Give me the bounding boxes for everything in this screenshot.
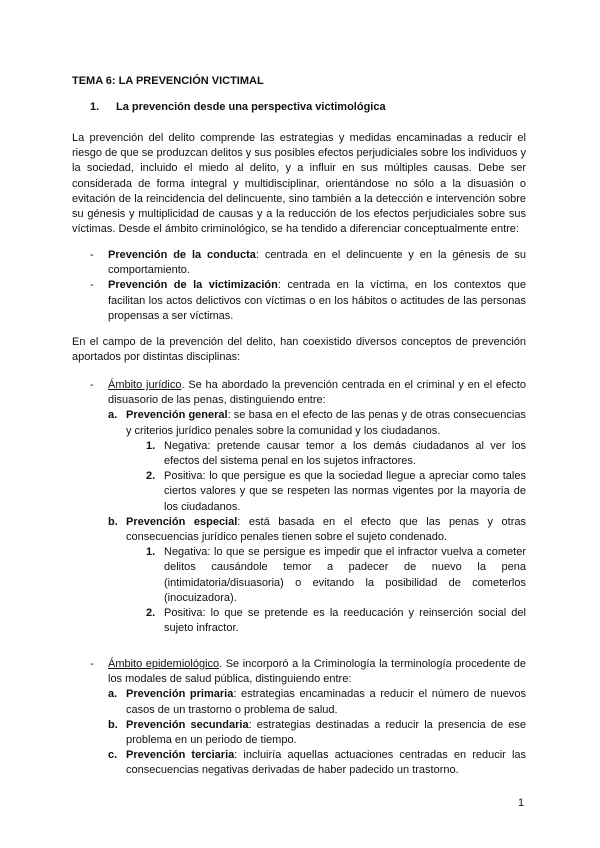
epidemiologico-list bbox=[90, 657, 526, 779]
juridico-sublist bbox=[108, 408, 526, 636]
epidemiologico-sublist bbox=[108, 687, 526, 778]
section-heading bbox=[90, 101, 386, 113]
item-marker: 1. bbox=[146, 546, 156, 559]
nested-list bbox=[126, 439, 526, 515]
scope-text: . Se incorporó a la Criminología la terminología procedente de los modales de salud pública, distinguiendo entre: bbox=[108, 658, 527, 686]
item-marker: b. bbox=[108, 515, 118, 528]
term-text: : se basa en el efecto de las penas y de otras consecuencias y criterios jurídico penales sobre la comunidad y los ciudadanos. bbox=[126, 409, 526, 437]
item-marker: a. bbox=[108, 409, 118, 422]
scope-label: Ámbito jurídico bbox=[108, 379, 182, 391]
page-number: 1 bbox=[518, 797, 525, 809]
term-label: Prevención general bbox=[126, 409, 228, 422]
dash-marker: - bbox=[90, 658, 94, 670]
item-text: Negativa: pretende causar temor a los demás ciudadanos al ver los efectos del sistema penal en los sujetos infractores. bbox=[164, 439, 526, 468]
document-title: TEMA 6: LA PREVENCIÓN VICTIMAL bbox=[72, 75, 264, 87]
dash-marker: - bbox=[90, 379, 94, 391]
item-marker: 1. bbox=[146, 439, 156, 452]
item-marker: 2. bbox=[146, 607, 156, 620]
item-marker: a. bbox=[108, 688, 118, 701]
list-item bbox=[128, 439, 526, 469]
term-label: Prevención de la victimización bbox=[108, 279, 278, 292]
item-text: Positiva: lo que se pretende es la reeducación y reinserción social del sujeto infractor. bbox=[164, 607, 526, 635]
section-title: La prevención desde una perspectiva victimológica bbox=[116, 101, 386, 113]
scope-text: . Se ha abordado la prevención centrada en el criminal y en el efecto disuasorio de las penas, distinguiendo entre: bbox=[108, 379, 526, 407]
term-text: : estrategias destinadas a reducir la presencia de ese problema en un periodo de tiempo. bbox=[126, 718, 526, 747]
term-text: : está basada en el efecto que las penas y otras consecuencias jurídico penales tienen sobre el sujeto condenado. bbox=[126, 515, 526, 544]
intro-paragraph: La prevención del delito comprende las estrategias y medidas encaminadas a reducir el riesgo de que se produzcan delitos y sus posibles efectos perjudiciales sobre los individuos y la sociedad, incluido el miedo al delito, y a influir en sus múltiples causas. Debe ser considerada de forma integral y multidisciplinar, orientándose no sólo a la disuasión o evitación de la reincidencia del delincuente, sino también a la detección e intervención sobre su génesis y multiplicidad de causas y a la reducción de los efectos perjudiciales sobre sus víctimas. Desde el ámbito criminológico, se ha tendido a diferenciar conceptualmente entre: bbox=[72, 132, 526, 236]
juridico-list bbox=[90, 378, 526, 636]
term-label: Prevención primaria bbox=[126, 688, 234, 701]
term-text: : estrategias encaminadas a reducir el número de nuevos casos de un trastorno o problema de salud. bbox=[126, 688, 526, 716]
term-label: Prevención especial bbox=[126, 515, 238, 528]
list-item bbox=[108, 687, 526, 717]
list-item bbox=[90, 378, 526, 636]
list-item bbox=[128, 606, 526, 636]
item-marker: c. bbox=[108, 749, 118, 762]
nested-list bbox=[126, 545, 526, 636]
list-item bbox=[108, 718, 526, 748]
list-item bbox=[90, 248, 526, 278]
term-text: : incluiría aquellas actuaciones centradas en reducir las consecuencias negativas derivadas de haber padecido un trastorno. bbox=[126, 749, 527, 777]
section-number: 1. bbox=[90, 101, 100, 113]
list-item bbox=[108, 515, 526, 637]
term-label: Prevención secundaria bbox=[126, 718, 249, 731]
focus-list bbox=[90, 248, 526, 324]
term-text: : centrada en el delincuente y en la génesis de su comportamiento. bbox=[108, 249, 527, 277]
list-item bbox=[90, 278, 526, 324]
term-label: Prevención de la conducta bbox=[108, 249, 256, 261]
dash-marker: - bbox=[90, 279, 94, 292]
term-label: Prevención terciaria bbox=[126, 749, 235, 762]
scope-label: Ámbito epidemiológico bbox=[108, 658, 220, 670]
list-item bbox=[128, 469, 526, 515]
term-text: : centrada en la víctima, en los contextos que facilitan los actos delictivos con víctimas o en los hábitos o actitudes de las personas propensas a ser víctimas. bbox=[108, 279, 526, 322]
list-item bbox=[128, 545, 526, 606]
list-item bbox=[108, 748, 526, 778]
item-text: Positiva: lo que persigue es que la sociedad llegue a apreciar como tales ciertos valores y que se respeten las normas vigentes por la mayoría de los ciudadanos. bbox=[164, 470, 526, 513]
item-text: Negativa: lo que se persigue es impedir que el infractor vuelva a cometer delitos causándole temor a padecer de nuevo la pena (intimidatoria/disuasoria) o evitando la posibilidad de cometerlos (inocuizadora). bbox=[164, 546, 526, 604]
item-marker: b. bbox=[108, 718, 118, 731]
list-item bbox=[108, 408, 526, 514]
item-marker: 2. bbox=[146, 470, 156, 483]
list-item bbox=[90, 657, 526, 779]
second-paragraph: En el campo de la prevención del delito, han coexistido diversos conceptos de prevención aportados por distintas disciplinas: bbox=[72, 336, 526, 364]
dash-marker: - bbox=[90, 249, 94, 261]
